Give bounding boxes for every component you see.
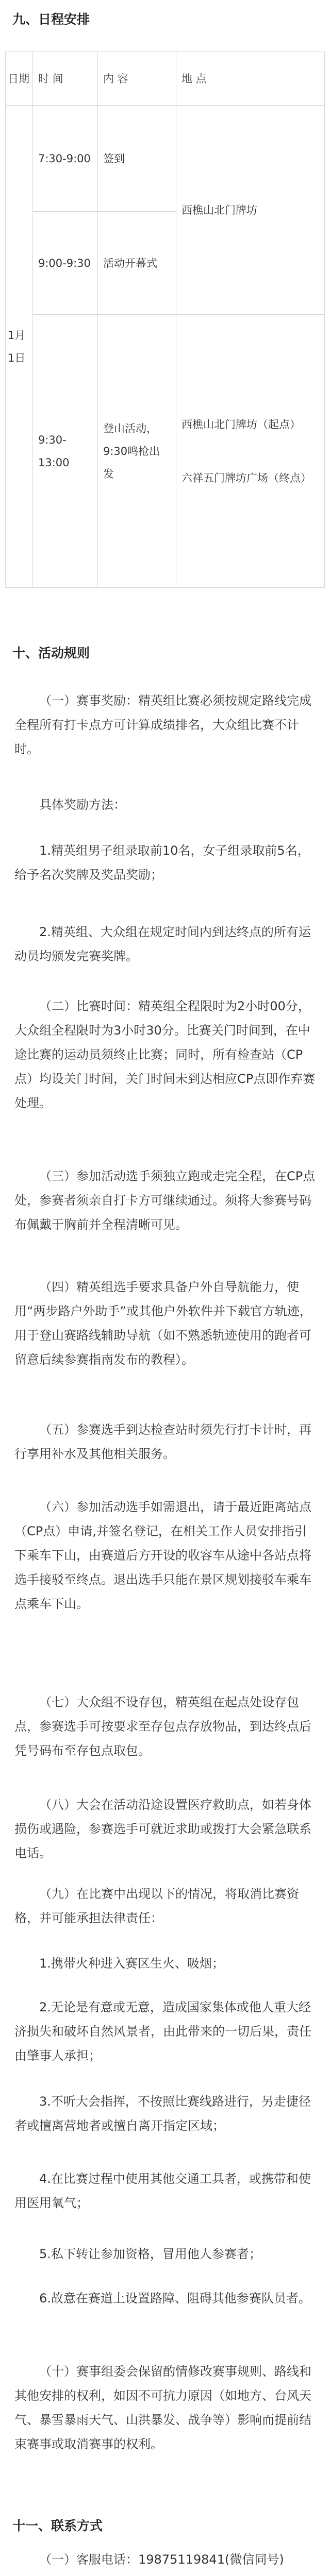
paragraph: （二）比赛时间：精英组全程限时为2小时00分，大众组全程限时为3小时30分。比赛关门时间到，在中途比赛的运动员须终止比赛；同时，所有检查站（CP点）均设关门时间，关门时间未到达相应CP点即作弃赛处理。 bbox=[14, 999, 316, 1110]
content-cell: 登山活动，9:30鸣枪出发 bbox=[98, 315, 176, 588]
paragraph: （三）参加活动选手须独立跑或走完全程，在CP点处，参赛者须亲自打卡方可继续通过。须将大参赛号码布佩戴于胸前并全程清晰可见。 bbox=[14, 1169, 316, 1232]
paragraph: （六）参加活动选手如需退出，请于最近距离站点（CP点）申请,并签名登记，在相关工作人员安排指引下乘车下山，由赛道后方开设的收容车从途中各站点将选手接驳至终点。退出选手只能在景区规划接驳车乘车点乘车下山。 bbox=[14, 1500, 311, 1611]
location-start: 西樵山北门牌坊（起点） bbox=[182, 418, 301, 431]
paragraph: （八）大会在活动沿途设置医疗救助点，如若身体损伤或遇险，参赛选手可就近求助或拨打大会紧急联系电话。 bbox=[14, 1798, 311, 1860]
location-end: 六祥五门牌坊广场（终点） bbox=[182, 471, 311, 484]
time-cell: 9:30-13:00 bbox=[33, 315, 98, 588]
paragraph: 1.精英组男子组录取前10名，女子组录取前5名，给予名次奖牌及奖品奖励； bbox=[14, 843, 310, 882]
paragraph: （四）精英组选手要求具备户外自导航能力，使用“两步路户外助手”或其他户外软件并下载官方轨迹，用于登山赛路线辅助导航（如不熟悉轨迹使用的跑者可留意后续参赛指南发布的教程）。 bbox=[14, 1280, 312, 1367]
paragraph: （十）赛事组委会保留酌情修改赛事规则、路线和其他安排的权利，如因不可抗力原因（如地方、台风天气、暴雪暴雨天气、山洪暴发、战争等）影响而提前结束赛事或取消赛事的权利。 bbox=[14, 2364, 311, 2451]
paragraph: （一）客服电话：19875119841(微信同号) bbox=[39, 2552, 284, 2567]
content-cell: 签到 bbox=[98, 106, 176, 212]
paragraph: 2.无论是有意或无意，造成国家集体或他人重大经济损失和破坏自然风景者，由此带来的一切后果，责任由肇事人承担； bbox=[14, 2000, 311, 2063]
col-header-location: 地 点 bbox=[176, 52, 325, 106]
section-11-title: 十一、联系方式 bbox=[12, 2518, 103, 2533]
table-header-row bbox=[6, 52, 325, 106]
table-row bbox=[6, 315, 325, 588]
table-row bbox=[6, 106, 325, 212]
paragraph: （七）大众组不设存包，精英组在起点处设存包点，参赛选手可按要求至存包点存放物品，到达终点后凭号码布至存包点取包。 bbox=[14, 1695, 311, 1758]
schedule-table bbox=[5, 52, 325, 588]
location-cell: 西樵山北门牌坊 bbox=[176, 106, 325, 315]
time-cell: 9:00-9:30 bbox=[33, 212, 98, 315]
paragraph: 1.携带火种进入赛区生火、吸烟； bbox=[39, 1956, 224, 1971]
paragraph: 3.不听大会指挥，不按照比赛线路进行，另走捷径者或擅离营地者或擅自离开指定区域； bbox=[14, 2094, 311, 2133]
paragraph: 具体奖励方法： bbox=[39, 798, 126, 812]
paragraph: 6.故意在赛道上设置路障、阻碍其他参赛队员者。 bbox=[39, 2291, 311, 2306]
section-10-title: 十、活动规则 bbox=[12, 646, 90, 660]
col-header-date: 日期 bbox=[6, 52, 33, 106]
paragraph: （九）在比赛中出现以下的情况，将取消比赛资格，并可能承担法律责任： bbox=[14, 1887, 299, 1925]
paragraph: 2.精英组、大众组在规定时间内到达终点的所有运动员均颁发完赛奖牌。 bbox=[14, 925, 311, 963]
col-header-time: 时 间 bbox=[33, 52, 98, 106]
paragraph: （五）参赛选手到达检查站时须先行打卡计时，再行享用补水及其他相关服务。 bbox=[14, 1422, 311, 1461]
paragraph: （一）赛事奖励：精英组比赛必须按规定路线完成全程所有打卡点方可计算成绩排名，大众组比赛不计时。 bbox=[14, 693, 311, 756]
paragraph: 4.在比赛过程中使用其他交通工具者，或携带和使用医用氧气； bbox=[14, 2172, 311, 2210]
content-cell: 活动开幕式 bbox=[98, 212, 176, 315]
col-header-content: 内 容 bbox=[98, 52, 176, 106]
location-cell bbox=[176, 315, 325, 588]
paragraph: 5.私下转让参加资格，冒用他人参赛者； bbox=[39, 2247, 261, 2261]
time-cell: 7:30-9:00 bbox=[33, 106, 98, 212]
section-9-title: 九、日程安排 bbox=[12, 12, 90, 27]
date-cell: 1月1日 bbox=[6, 106, 33, 588]
